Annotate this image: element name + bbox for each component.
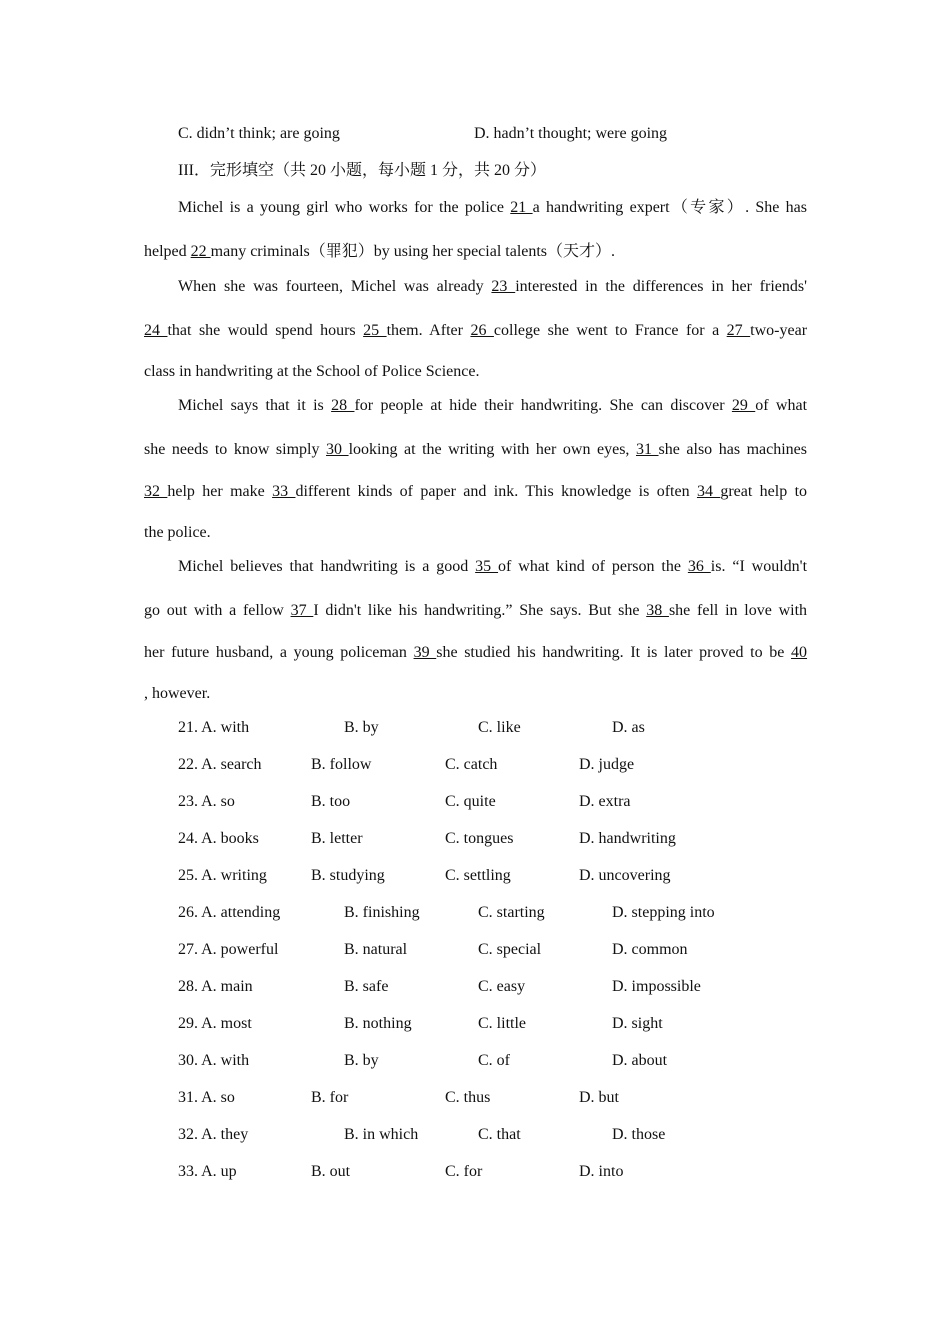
q30-option-b: B. by xyxy=(344,1052,379,1069)
passage-p3-line3: 32 help her make 33 different kinds of paper and ink. This knowledge is often 34 great help to xyxy=(144,483,808,500)
passage-p1-line1: Michel is a young girl who works for the police 21 a handwriting expert（专家）. She has xyxy=(178,199,807,216)
q23-option-c: C. quite xyxy=(445,793,496,810)
blank-37: 37 xyxy=(290,602,314,619)
passage-p3-line4: the police. xyxy=(144,524,211,541)
q29-option-a: 29. A. most xyxy=(178,1015,252,1032)
q24-option-c: C. tongues xyxy=(445,830,514,847)
section-heading: III．完形填空（共 20 小题，每小题 1 分，共 20 分） xyxy=(178,162,546,179)
q23-option-d: D. extra xyxy=(579,793,631,810)
q26-option-d: D. stepping into xyxy=(612,904,715,921)
q28-option-c: C. easy xyxy=(478,978,526,995)
q22-option-a: 22. A. search xyxy=(178,756,262,773)
q21-option-b: B. by xyxy=(344,719,379,736)
passage-p4-line2: go out with a fellow 37 I didn't like his handwriting.” She says. But she 38 she fell in love with xyxy=(144,602,808,619)
blank-35: 35 xyxy=(475,558,499,575)
q27-option-a: 27. A. powerful xyxy=(178,941,279,958)
q33-option-c: C. for xyxy=(445,1163,483,1180)
q31-option-a: 31. A. so xyxy=(178,1089,235,1106)
passage-p3-line1: Michel says that it is 28 for people at hide their handwriting. She can discover 29 of what xyxy=(178,397,808,414)
q32-option-c: C. that xyxy=(478,1126,521,1143)
q26-option-b: B. finishing xyxy=(344,904,420,921)
blank-36: 36 xyxy=(687,558,711,575)
q30-option-a: 30. A. with xyxy=(178,1052,250,1069)
blank-28: 28 xyxy=(331,397,355,414)
q21-option-a: 21. A. with xyxy=(178,719,250,736)
blank-22: 22 xyxy=(190,243,211,260)
q26-option-a: 26. A. attending xyxy=(178,904,281,921)
blank-21: 21 xyxy=(510,199,533,216)
blank-31: 31 xyxy=(635,441,659,458)
blank-27: 27 xyxy=(726,322,751,339)
q29-option-b: B. nothing xyxy=(344,1015,412,1032)
blank-23: 23 xyxy=(491,278,516,295)
q30-option-c: C. of xyxy=(478,1052,510,1069)
passage-p4-line1: Michel believes that handwriting is a good 35 of what kind of person the 36 is. “I wouldn't xyxy=(178,558,808,575)
q22-option-b: B. follow xyxy=(311,756,372,773)
passage-p4-line3: her future husband, a young policeman 39 she studied his handwriting. It is later proved to be 40 xyxy=(144,644,808,661)
prev-option-d: D. hadn’t thought; were going xyxy=(474,125,668,142)
passage-p2-line3: class in handwriting at the School of Police Science. xyxy=(144,363,480,380)
passage-p3-line2: she needs to know simply 30 looking at the writing with her own eyes, 31 she also has machines xyxy=(144,441,808,458)
q29-option-c: C. little xyxy=(478,1015,526,1032)
q25-option-c: C. settling xyxy=(445,867,511,884)
q28-option-a: 28. A. main xyxy=(178,978,253,995)
q25-option-d: D. uncovering xyxy=(579,867,671,884)
q21-option-c: C. like xyxy=(478,719,521,736)
q33-option-d: D. into xyxy=(579,1163,624,1180)
passage-p2-line1: When she was fourteen, Michel was already 23 interested in the differences in her friends' xyxy=(178,278,807,295)
q21-option-d: D. as xyxy=(612,719,645,736)
blank-30: 30 xyxy=(326,441,349,458)
blank-33: 33 xyxy=(272,483,296,500)
q28-option-d: D. impossible xyxy=(612,978,701,995)
q22-option-d: D. judge xyxy=(579,756,635,773)
q32-option-b: B. in which xyxy=(344,1126,419,1143)
q25-option-a: 25. A. writing xyxy=(178,867,267,884)
passage-p1-line2: helped 22 many criminals（罪犯）by using her special talents（天才）. xyxy=(144,243,616,260)
q28-option-b: B. safe xyxy=(344,978,389,995)
blank-38: 38 xyxy=(646,602,669,619)
q22-option-c: C. catch xyxy=(445,756,498,773)
q33-option-a: 33. A. up xyxy=(178,1163,237,1180)
q32-option-a: 32. A. they xyxy=(178,1126,249,1143)
q23-option-a: 23. A. so xyxy=(178,793,235,810)
q27-option-c: C. special xyxy=(478,941,542,958)
q32-option-d: D. those xyxy=(612,1126,666,1143)
q27-option-d: D. common xyxy=(612,941,688,958)
q30-option-d: D. about xyxy=(612,1052,668,1069)
blank-26: 26 xyxy=(470,322,494,339)
q24-option-a: 24. A. books xyxy=(178,830,259,847)
passage-p2-line2: 24 that she would spend hours 25 them. After 26 college she went to France for a 27 two-year xyxy=(144,322,808,339)
prev-option-c: C. didn’t think; are going xyxy=(178,125,340,142)
blank-24: 24 xyxy=(144,322,168,339)
q33-option-b: B. out xyxy=(311,1163,351,1180)
passage-p4-line4: , however. xyxy=(144,685,211,702)
q27-option-b: B. natural xyxy=(344,941,408,958)
blank-39: 39 xyxy=(413,644,437,661)
blank-34: 34 xyxy=(696,483,721,500)
blank-40: 40 xyxy=(791,644,808,661)
q31-option-c: C. thus xyxy=(445,1089,491,1106)
q26-option-c: C. starting xyxy=(478,904,545,921)
q24-option-d: D. handwriting xyxy=(579,830,676,847)
q31-option-b: B. for xyxy=(311,1089,349,1106)
q25-option-b: B. studying xyxy=(311,867,385,884)
q29-option-d: D. sight xyxy=(612,1015,663,1032)
blank-29: 29 xyxy=(731,397,756,414)
blank-25: 25 xyxy=(363,322,387,339)
q24-option-b: B. letter xyxy=(311,830,363,847)
q31-option-d: D. but xyxy=(579,1089,619,1106)
q23-option-b: B. too xyxy=(311,793,351,810)
blank-32: 32 xyxy=(144,483,168,500)
